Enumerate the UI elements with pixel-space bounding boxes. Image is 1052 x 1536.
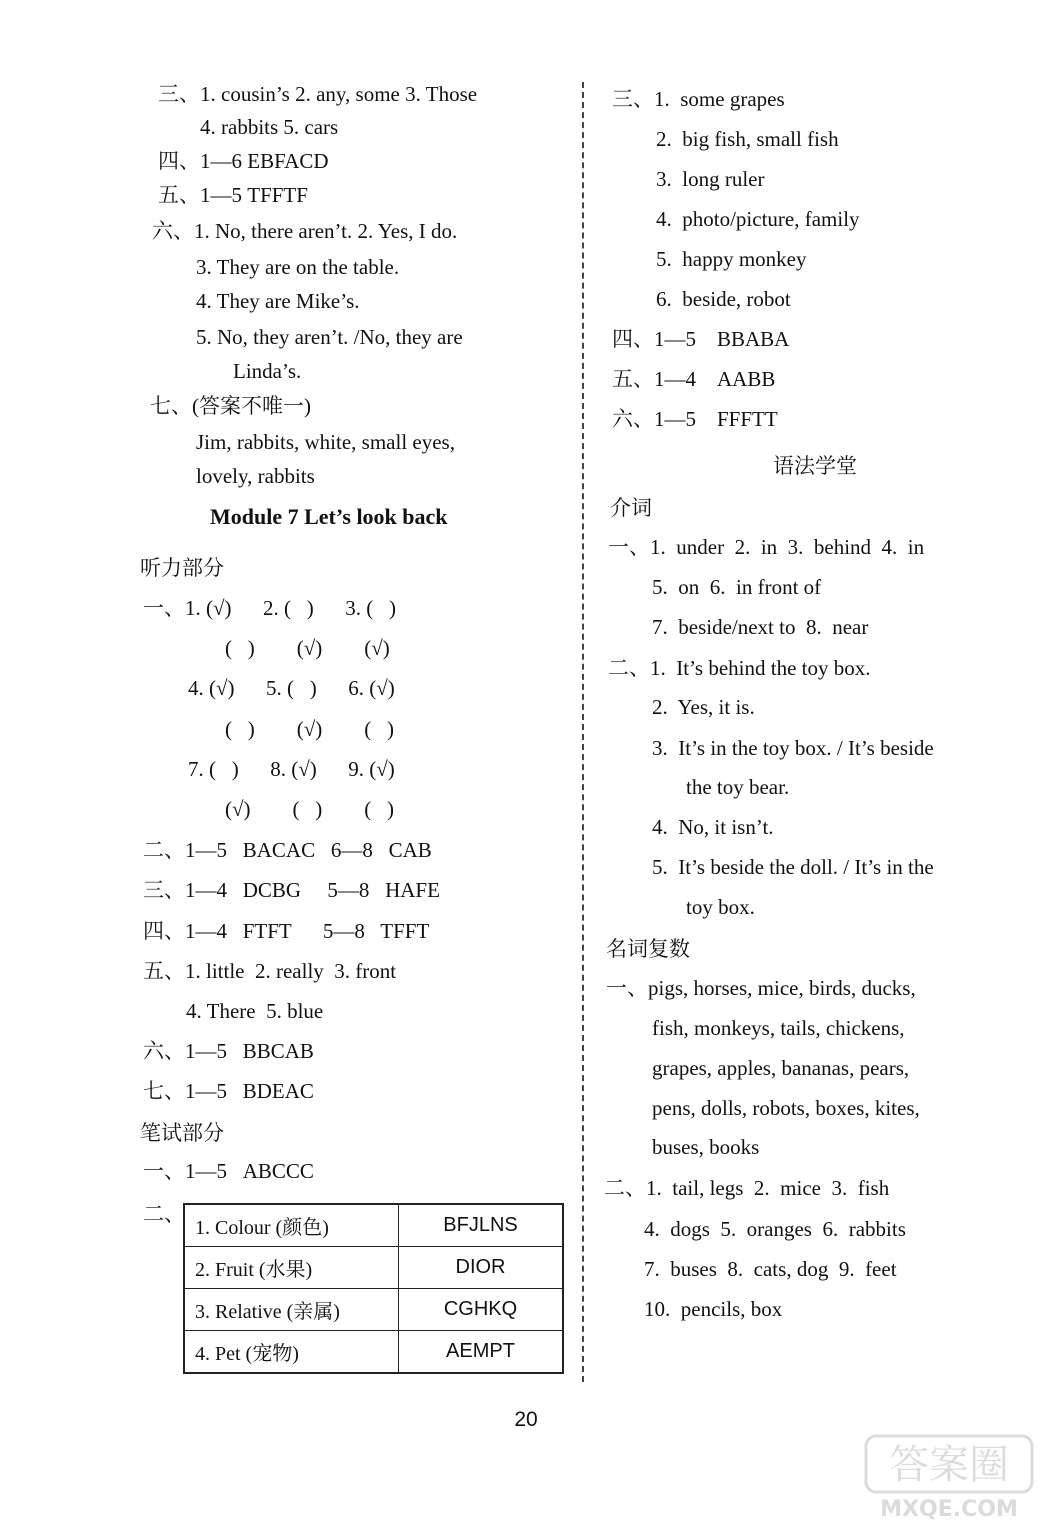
answer-line: 二、1. tail, legs 2. mice 3. fish [604, 1176, 890, 1200]
answer-line: 四、1—6 EBFACD [158, 149, 329, 173]
answer-line: pens, dolls, robots, boxes, kites, [652, 1096, 920, 1120]
answer-line: 二、1—5 BACAC 6—8 CAB [143, 838, 432, 862]
answer-line: 四、1—4 FTFT 5—8 TFFT [143, 919, 430, 943]
table-cell-letters: CGHKQ [399, 1289, 564, 1331]
answer-line: 一、1. under 2. in 3. behind 4. in [608, 535, 925, 559]
answer-line: 2. big fish, small fish [656, 127, 839, 151]
table-cell-letters: DIOR [399, 1247, 564, 1289]
grammar-title: 语法学堂 [773, 454, 857, 478]
listening-line: (√) ( ) ( ) [225, 797, 394, 821]
answer-line: 4. dogs 5. oranges 6. rabbits [644, 1217, 906, 1241]
watermark-logo-icon [864, 1432, 1034, 1522]
answer-line: buses, books [652, 1135, 760, 1159]
answer-line: 4. There 5. blue [186, 999, 324, 1023]
classification-table [183, 1203, 564, 1374]
table-row [184, 1289, 563, 1331]
answer-line: 5. No, they aren’t. /No, they are [196, 325, 463, 349]
answer-line: grapes, apples, bananas, pears, [652, 1056, 910, 1080]
answer-line: 3. It’s in the toy box. / It’s beside [652, 736, 934, 760]
answer-line: 4. No, it isn’t. [652, 815, 774, 839]
answer-line: 7. beside/next to 8. near [652, 615, 869, 639]
answer-line: 七、(答案不唯一) [150, 394, 311, 418]
answer-line: 三、1. some grapes [612, 87, 785, 111]
answer-line: 7. buses 8. cats, dog 9. feet [644, 1257, 897, 1281]
module-title: Module 7 Let’s look back [210, 504, 448, 529]
answer-line: 4. photo/picture, family [656, 207, 860, 231]
answer-line: 七、1—5 BDEAC [143, 1079, 314, 1103]
listening-line: 4. (√) 5. ( ) 6. (√) [188, 676, 395, 700]
answer-line: 六、1. No, there aren’t. 2. Yes, I do. [152, 219, 458, 243]
answer-line: 4. rabbits 5. cars [200, 115, 339, 139]
table-row [184, 1204, 563, 1247]
answer-line: 六、1—5 BBCAB [143, 1039, 314, 1063]
answer-line: 一、1—5 ABCCC [143, 1159, 314, 1183]
column-divider [582, 82, 584, 1382]
table-cell-category: 1. Colour (颜色) [184, 1204, 399, 1247]
answer-line: 一、pigs, horses, mice, birds, ducks, [606, 976, 916, 1000]
page-number: 20 [514, 1408, 538, 1431]
answer-line: 三、1—4 DCBG 5—8 HAFE [143, 878, 440, 902]
plural-heading: 名词复数 [606, 937, 690, 961]
listening-line: 7. ( ) 8. (√) 9. (√) [188, 757, 395, 781]
watermark-url: MXQE.COM [880, 1497, 1018, 1522]
answer-line: 二、1. It’s behind the toy box. [608, 656, 871, 680]
prep-heading: 介词 [610, 496, 652, 520]
answer-line: 五、1. little 2. really 3. front [143, 959, 397, 983]
table-cell-category: 4. Pet (宠物) [184, 1331, 399, 1374]
answer-line: 3. They are on the table. [196, 255, 400, 279]
answer-line: 3. long ruler [656, 167, 765, 191]
answer-line: 六、1—5 FFFTT [612, 407, 778, 431]
table-row [184, 1247, 563, 1289]
listening-heading: 听力部分 [140, 556, 224, 580]
listening-line: 一、1. (√) 2. ( ) 3. ( ) [143, 596, 396, 620]
answer-line: 五、1—4 AABB [612, 367, 776, 391]
answer-line: 2. Yes, it is. [652, 695, 755, 719]
answer-line: fish, monkeys, tails, chickens, [652, 1016, 905, 1040]
answer-line: lovely, rabbits [196, 464, 315, 488]
listening-line: ( ) (√) (√) [225, 636, 390, 660]
answer-line: 5. happy monkey [656, 247, 807, 271]
table-cell-category: 2. Fruit (水果) [184, 1247, 399, 1289]
table-cell-category: 3. Relative (亲属) [184, 1289, 399, 1331]
table-label: 二、 [143, 1202, 185, 1226]
table-cell-letters: BFJLNS [399, 1204, 564, 1247]
listening-line: ( ) (√) ( ) [225, 717, 394, 741]
watermark-text: 答案圈 [889, 1442, 1009, 1488]
answer-line: 四、1—5 BBABA [612, 327, 790, 351]
answer-line: Jim, rabbits, white, small eyes, [196, 430, 455, 454]
answer-line: 5. on 6. in front of [652, 575, 822, 599]
answer-line: 10. pencils, box [644, 1297, 783, 1321]
answer-line: 5. It’s beside the doll. / It’s in the [652, 855, 934, 879]
answer-line: toy box. [686, 895, 755, 919]
answer-line: Linda’s. [233, 359, 302, 383]
table-cell-letters: AEMPT [399, 1331, 564, 1374]
answer-line: the toy bear. [686, 775, 790, 799]
answer-line: 4. They are Mike’s. [196, 289, 360, 313]
table-row [184, 1331, 563, 1374]
written-heading: 笔试部分 [140, 1121, 224, 1145]
answer-line: 五、1—5 TFFTF [158, 183, 308, 207]
answer-line: 三、1. cousin’s 2. any, some 3. Those [158, 82, 478, 106]
answer-line: 6. beside, robot [656, 287, 791, 311]
